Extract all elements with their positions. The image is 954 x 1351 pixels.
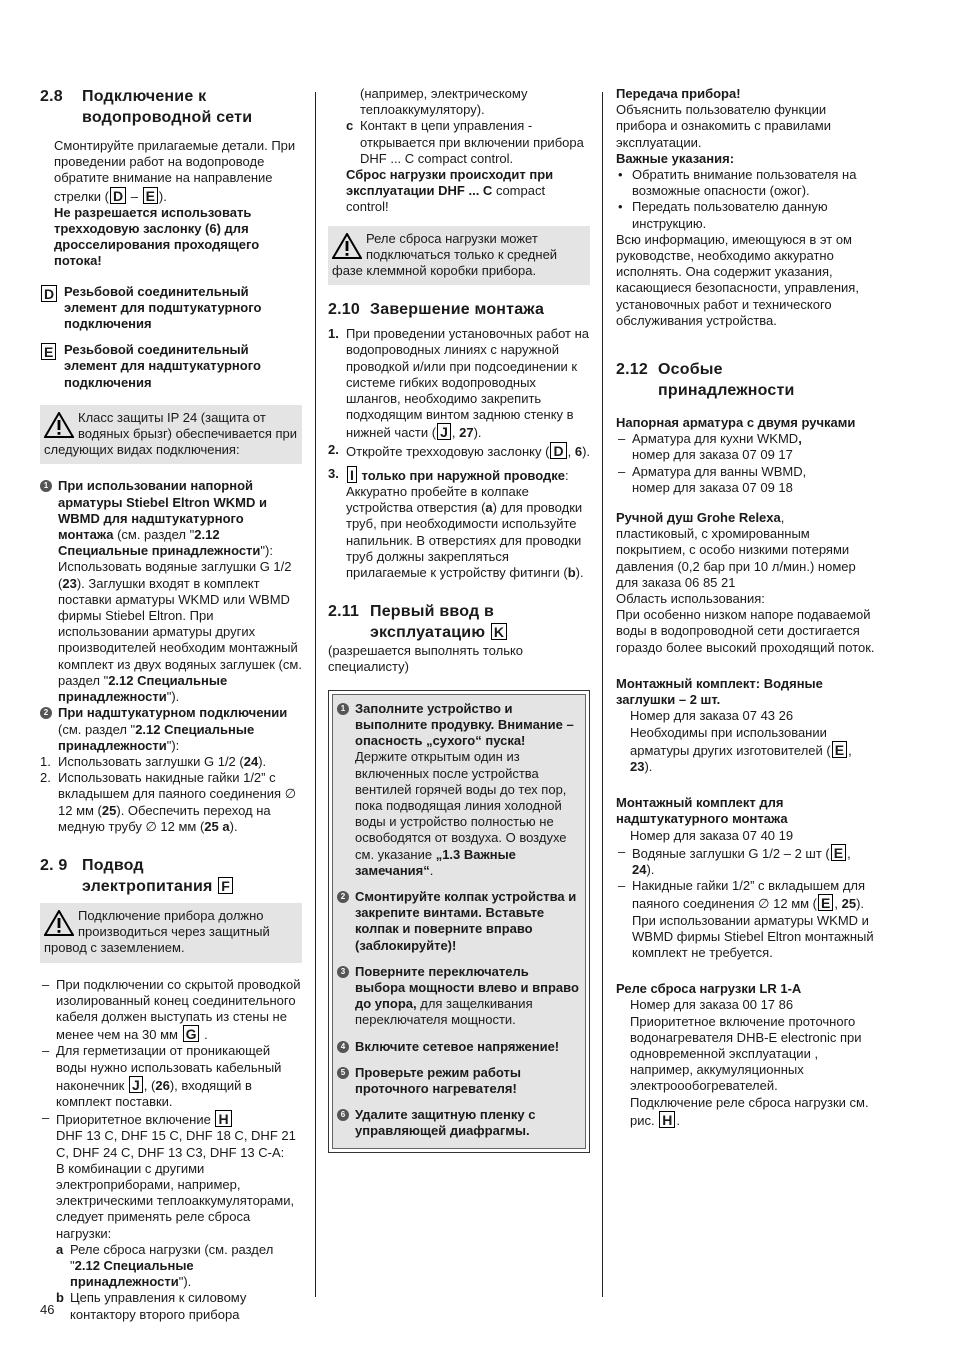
section-2-12-heading: 2.12 Особые принадлежности <box>616 361 795 400</box>
shower-block: Ручной душ Grohe Relexa, пластиковый, с хромированным покрытием, с особо низкими потерями давления (0,2 бар при 10 л/мин.) номер для заказа 06 85 21 Область использования: При особенно низком напоре подаваемой воды в водопроводной сети достигается гораздо более высокий проходящий поток. <box>616 510 875 655</box>
commission-step-6: 6 Удалите защитную пленку с управляющей диафрагмы. <box>337 1107 581 1139</box>
warning-box-ip24: Класс защиты IP 24 (защита от водяных брызг) обеспечивается при следующих видах подключения: <box>40 405 302 465</box>
bullet-item-2: • Передать пользователю данную инструкцию. <box>616 199 878 231</box>
bold-note: Сброс нагрузки происходит при эксплуатации DHF ... C compact control! <box>346 167 554 215</box>
step-number-4: 4 <box>337 1041 349 1053</box>
warning-text: Не разрешается использовать трехходовую заслонку (6) для дросселирования проходящего потока! <box>54 204 260 269</box>
step-number-1: 1 <box>337 703 349 715</box>
commission-step-4: 4 Включите сетевое напряжение! <box>337 1039 581 1055</box>
fitting-item-1: – Арматура для кухни WKMD, номер для заказа 07 09 17 <box>616 431 878 463</box>
figure-ref-e: E <box>831 844 846 861</box>
kit1-heading: Монтажный комплект: Водяные заглушки – 2 шт. <box>616 675 823 708</box>
kit2-item-2: – Накидные гайки 1/2” с вкладышем для паяного соединения ∅ 12 мм ( E , 25). При использовании арматуры WKMD и WBMD фирмы Stiebel Eltron монтажный комплект не требуется. <box>616 878 878 961</box>
warning-box-relay: Реле сброса нагрузки может подключаться только к средней фазе клеммной коробки прибора. <box>328 226 590 286</box>
figure-ref-g: G <box>183 1025 200 1042</box>
section-2-8-heading: 2.8 Подключение к водопроводной сети <box>40 88 253 126</box>
dash-item-2: – Для герметизации от проникающей воды нужно использовать кабельный наконечник J , (26), входящий в комплект поставки. <box>40 1043 302 1110</box>
commission-step-3: 3 Поверните переключатель выбора мощности влево и вправо до упора, для защелкивания переключателя мощности. <box>337 964 581 1029</box>
figure-ref-d: D <box>110 187 126 204</box>
figure-ref-j: J <box>437 423 451 440</box>
letter-item-c: c Контакт в цепи управления - открывается при включении прибора DHF ... C compact control. <box>346 118 584 166</box>
pressure-fittings-heading: Напорная арматура с двумя ручками <box>616 415 856 431</box>
bullet-item-1: • Обратить внимание пользователя на возможные опасности (ожог). <box>616 167 878 199</box>
step-number-2: 2 <box>337 891 349 903</box>
notes-heading: Важные указания: <box>616 150 735 166</box>
step-number-6: 6 <box>337 1109 349 1121</box>
warning-box-grounding: Подключение прибора должно производиться через защитный провод с заземлением. <box>40 903 302 963</box>
install-step-2: 2. Откройте трехходовую заслонку ( D , 6). <box>328 441 591 459</box>
figure-ref-e: E <box>832 741 847 758</box>
letter-item-b: b Цепь управления к силовому контактору второго прибора <box>56 1290 247 1322</box>
column-divider-2 <box>602 92 603 1297</box>
tag-d: D Резьбовой соединительный элемент для подштукатурного подключения <box>40 284 302 333</box>
dash-item-3: – Приоритетное включение H DHF 13 C, DHF 15 C, DHF 18 C, DHF 21 C, DHF 24 C, DHF 13 C3, DHF 13 C-A: В комбинации с другими электроприборами, например, электрическими теплоаккумуляторами, следует применять реле сброса нагрузки: a Реле сброса нагрузки (см. раздел "2.12 Специальные принадлежности"). b Цепь управления к силовому контактору второго прибора <box>40 1110 302 1323</box>
step-number-2: 2 <box>40 707 52 719</box>
continued-text: (например, электрическому теплоаккумулятору). <box>360 86 528 118</box>
column-2 <box>328 86 590 1153</box>
section-2-11-heading: 2.11 Первый ввод в эксплуатацию K <box>328 601 590 643</box>
kit1-body: Номер для заказа 07 43 26 Необходимы при использовании арматуры других изготовителей ( E , 23). <box>630 708 852 774</box>
step-number-3: 3 <box>337 966 349 978</box>
kit2-item-1: – Водяные заглушки G 1/2 – 2 шт ( E , 24). <box>616 844 878 878</box>
list-item-2: 2 При надштукатурном подключении (см. раздел "2.12 Специальные принадлежности"): <box>40 705 302 754</box>
step-number-1: 1 <box>40 480 52 492</box>
warning-triangle-icon <box>44 412 74 438</box>
list-item-1: 1 При использовании напорной арматуры Stiebel Eltron WKMD и WBMD для надштукатурного монтажа (см. раздел "2.12 Специальные принадлежности"): Использовать водяные заглушки G 1/2 (23). Заглушки входят в комплект поставки арматуры WKMD или WBMD фирмы Stiebel Eltron. При использовании арматуры других производителей необходим монтажный комплект из двух водяных заглушек (см. раздел "2.12 Специальные принадлежности"). <box>40 478 302 705</box>
specialist-note: (разрешается выполнять только специалисту) <box>328 643 524 675</box>
kit2-order: Номер для заказа 07 40 19 <box>630 827 794 843</box>
section-2-8-body <box>40 138 302 270</box>
figure-ref-d: D <box>41 285 57 302</box>
figure-ref-d: D <box>550 442 566 459</box>
section-2-10-heading: 2.10 Завершение монтажа <box>328 301 545 319</box>
info-paragraph: Всю информацию, имеющуюся в эт ом руководстве, необходимо аккуратно исполнять. Она содержит указания, касающиеся безопасности, управления, установочных работ и технического обслуживания устройства. <box>616 231 859 328</box>
column-3 <box>616 86 878 1129</box>
column-1 <box>40 86 302 1323</box>
column-divider-1 <box>315 92 316 1297</box>
commission-step-5: 5 Проверьте режим работы проточного нагревателя! <box>337 1065 581 1097</box>
section-2-9-heading: 2. 9 Подвод электропитания F <box>40 855 302 897</box>
letter-item-a: a Реле сброса нагрузки (см. раздел "2.12 Специальные принадлежности"). <box>56 1241 274 1290</box>
relay-heading: Реле сброса нагрузки LR 1-A <box>616 981 802 997</box>
numbered-item-1: 1. Использовать заглушки G 1/2 (24). <box>40 753 267 769</box>
figure-ref-k: K <box>491 623 507 640</box>
install-step-1: 1. При проведении установочных работ на водопроводных линиях с наружной проводкой и/или при подсоединении к системе гибких водопроводных шлангов, необходимо закрепить подходящим винтом заднюю стенку в нижней части ( J , 27). <box>328 326 590 441</box>
figure-ref-f: F <box>218 877 233 894</box>
fitting-item-2: – Арматура для ванны WBMD, номер для заказа 07 09 18 <box>616 464 878 496</box>
commissioning-steps-box <box>328 690 590 1153</box>
figure-ref-e: E <box>818 894 833 911</box>
figure-ref-h: H <box>215 1110 231 1127</box>
kit2-heading: Монтажный комплект для надштукатурного монтажа <box>616 795 788 827</box>
figure-ref-e: E <box>41 343 56 360</box>
figure-ref-h: H <box>659 1111 675 1128</box>
commission-step-2: 2 Смонтируйте колпак устройства и закрепите винтами. Вставьте колпак и поверните вправо (заблокируйте)! <box>337 889 581 954</box>
relay-body: Номер для заказа 00 17 86 Приоритетное включение проточного водонагревателя DHB-E electronic при одновременной эксплуатации , например, аккумуляционных электроообогревателей. Подключение реле сброса нагрузки см. рис. H . <box>630 997 869 1128</box>
page-number: 46 <box>40 1302 55 1317</box>
handover-heading: Передача прибора! <box>616 86 741 101</box>
figure-ref-i: I <box>347 466 357 483</box>
commission-step-1: 1 Заполните устройство и выполните продувку. Внимание – опасность „сухого“ пуска! Держите открытым один из включенных после устройства вентилей горячей воды до тех пор, пока подводящая линия холодной воды и устройство полностью не освободятся от воздуха. О воздухе см. указание „1.3 Важные замечания“. <box>337 701 581 879</box>
numbered-item-2: 2. Использовать накидные гайки 1/2” с вкладышем для паяного соединения ∅ 12 мм (25). Обеспечить переход на медную трубу ∅ 12 мм (25 a). <box>40 770 297 834</box>
handover-text: Объяснить пользователю функции прибора и ознакомить с правилами эксплуатации. <box>616 102 832 150</box>
warning-triangle-icon <box>44 910 74 936</box>
install-step-3: 3. I только при наружной проводке: Аккуратно пробейте в колпаке устройства отверстия (a) для проводки труб, при необходимости используйте напильник. В отверстиях для проводки труб должны закрепляться прилагаемые к устройству фитинги (b). <box>328 465 584 581</box>
step-number-5: 5 <box>337 1067 349 1079</box>
tag-e: E Резьбовой соединительный элемент для надштукатурного подключения <box>40 342 302 391</box>
figure-ref-e: E <box>143 187 158 204</box>
figure-ref-j: J <box>129 1076 143 1093</box>
paragraph: Смонтируйте прилагаемые детали. При проведении работ на водопроводе обратите внимание на направление стрелки ( D – E ). <box>54 138 296 204</box>
warning-triangle-icon <box>332 233 362 259</box>
dash-item-1: – При подключении со скрытой проводкой изолированный конец соединительного кабеля должен выступать из стены не менее чем на 30 мм G . <box>40 977 302 1044</box>
